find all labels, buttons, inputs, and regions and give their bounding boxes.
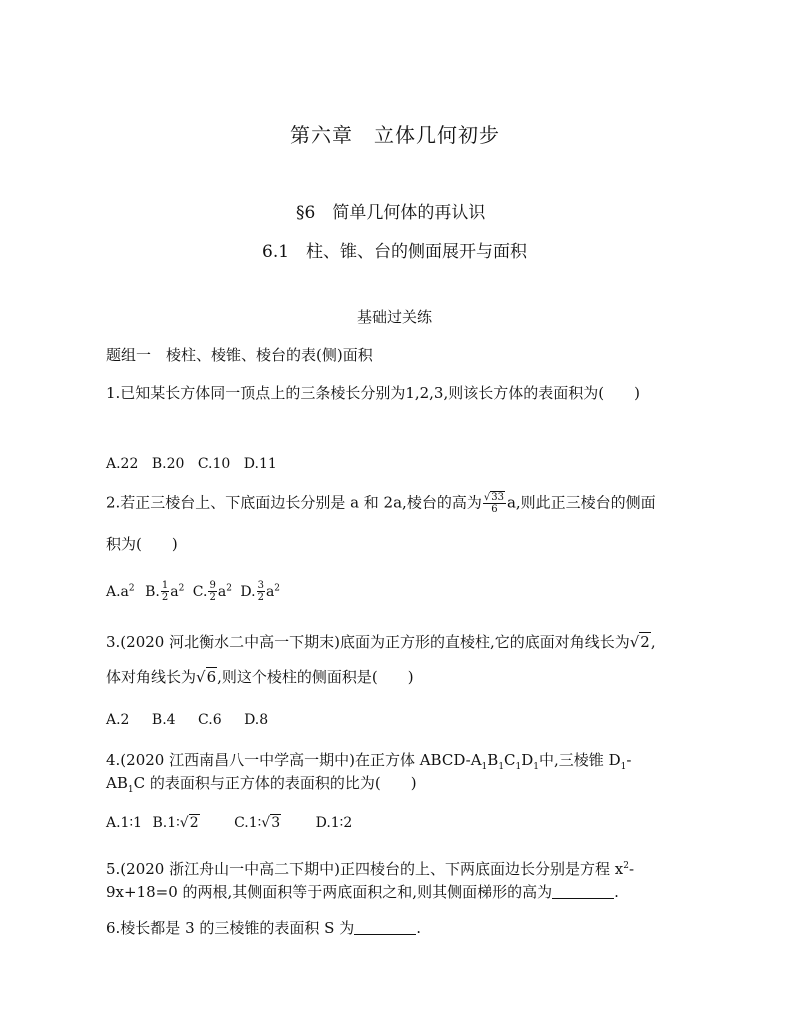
subsection-title: 6.1 柱、锥、台的侧面展开与面积: [262, 242, 528, 262]
question-4-line-2: $AB_1C$ 的表面积与正方体的表面积的比为( ): [106, 774, 417, 795]
answer-blank[interactable]: [354, 934, 416, 935]
option-d: D.1∶2: [315, 815, 353, 831]
sqrt-symbol: √33: [483, 492, 504, 503]
option-b: B.4: [151, 712, 176, 728]
question-3-options: [106, 712, 268, 728]
question-3-line-1: [106, 632, 656, 652]
sqrt-6: √6: [196, 668, 217, 686]
denominator: 6: [491, 504, 498, 515]
option-c: C.1∶√3: [234, 815, 281, 831]
question-4-text-a: 4.(2020 江西南昌八一中学高一期中)在正方体 ABCD-A: [106, 751, 482, 769]
question-3-text-c: ,则这个棱柱的侧面积是( ): [217, 668, 414, 686]
radicand: 33: [491, 492, 504, 503]
question-4-text-b: 中,三棱锥 D: [539, 751, 621, 769]
section-title: §6 简单几何体的再认识: [296, 203, 486, 223]
question-4-text-c: C 的表面积与正方体的表面积的比为( ): [133, 774, 417, 792]
question-6-text-a: 6.棱长都是 3 的三棱锥的表面积 S 为: [106, 919, 355, 937]
option-a: $A.a^2$: [106, 582, 135, 600]
question-2-options: [106, 580, 280, 603]
question-3-text-b: 体对角线长为: [106, 668, 197, 686]
option-c: C.10: [197, 456, 231, 472]
question-1-text: 1.已知某长方体同一顶点上的三条棱长分别为1,2,3,则该长方体的表面积为( ): [106, 384, 640, 402]
practice-heading: 基础过关练: [357, 308, 433, 326]
option-b: B.1∶√2: [152, 815, 199, 831]
option-a: A.1∶1: [106, 815, 143, 831]
sqrt-2: √2: [629, 633, 650, 651]
question-2-text-b: a,则此正三棱台的侧面: [506, 493, 656, 512]
question-3-text-a: 3.(2020 河北衡水二中高一下期末)底面为正方形的直棱柱,它的底面对角线长为: [106, 633, 630, 651]
option-a: A.22: [106, 456, 139, 472]
fraction-sqrt33-over-6: [483, 492, 506, 515]
question-2-line-1: [106, 492, 656, 515]
option-d: D.11: [243, 456, 277, 472]
chapter-title: 第六章 立体几何初步: [290, 123, 500, 147]
question-3-line-2: [106, 667, 414, 687]
question-5-text-b: 9x+18=0 的两根,其侧面积等于两底面积之和,则其侧面梯形的高为: [106, 883, 553, 901]
question-4-options: [106, 815, 352, 831]
option-c: C. $\frac{9}{2}$ $a^2$: [192, 580, 232, 603]
question-5-text-a: 5.(2020 浙江舟山一中高二下期中)正四棱台的上、下两底面边长分别是方程 x: [106, 860, 624, 878]
question-4-line-1: 4.(2020 江西南昌八一中学高一期中)在正方体 ABCD-$A_1B_1C_1D_1$中,三棱锥 $D_1-$: [106, 751, 632, 772]
option-d: D.8: [244, 712, 269, 728]
question-2-text-a: 2.若正三棱台上、下底面边长分别是 a 和 2a,棱台的高为: [106, 493, 482, 512]
question-5-line-2: 9x+18=0 的两根,其侧面积等于两底面积之和,则其侧面梯形的高为 .: [106, 883, 619, 901]
option-c: C.6: [198, 712, 222, 728]
option-a: A.2: [106, 712, 130, 728]
group-title: 题组一 棱柱、棱锥、棱台的表(侧)面积: [106, 346, 373, 364]
option-d: D. $\frac{3}{2}$ $a^2$: [240, 580, 281, 603]
comma: ,: [650, 633, 656, 651]
question-1-options: [106, 456, 277, 472]
question-2-line-2: 积为( ): [106, 535, 178, 553]
option-b: B. $\frac{1}{2}$ $a^2$: [145, 580, 185, 603]
option-b: B.20: [151, 456, 185, 472]
answer-blank[interactable]: [552, 898, 614, 899]
question-5-line-1: 5.(2020 浙江舟山一中高二下期中)正四棱台的上、下两底面边长分别是方程 $x^2-$: [106, 860, 635, 878]
question-6-text: 6.棱长都是 3 的三棱锥的表面积 S 为 .: [106, 919, 421, 937]
